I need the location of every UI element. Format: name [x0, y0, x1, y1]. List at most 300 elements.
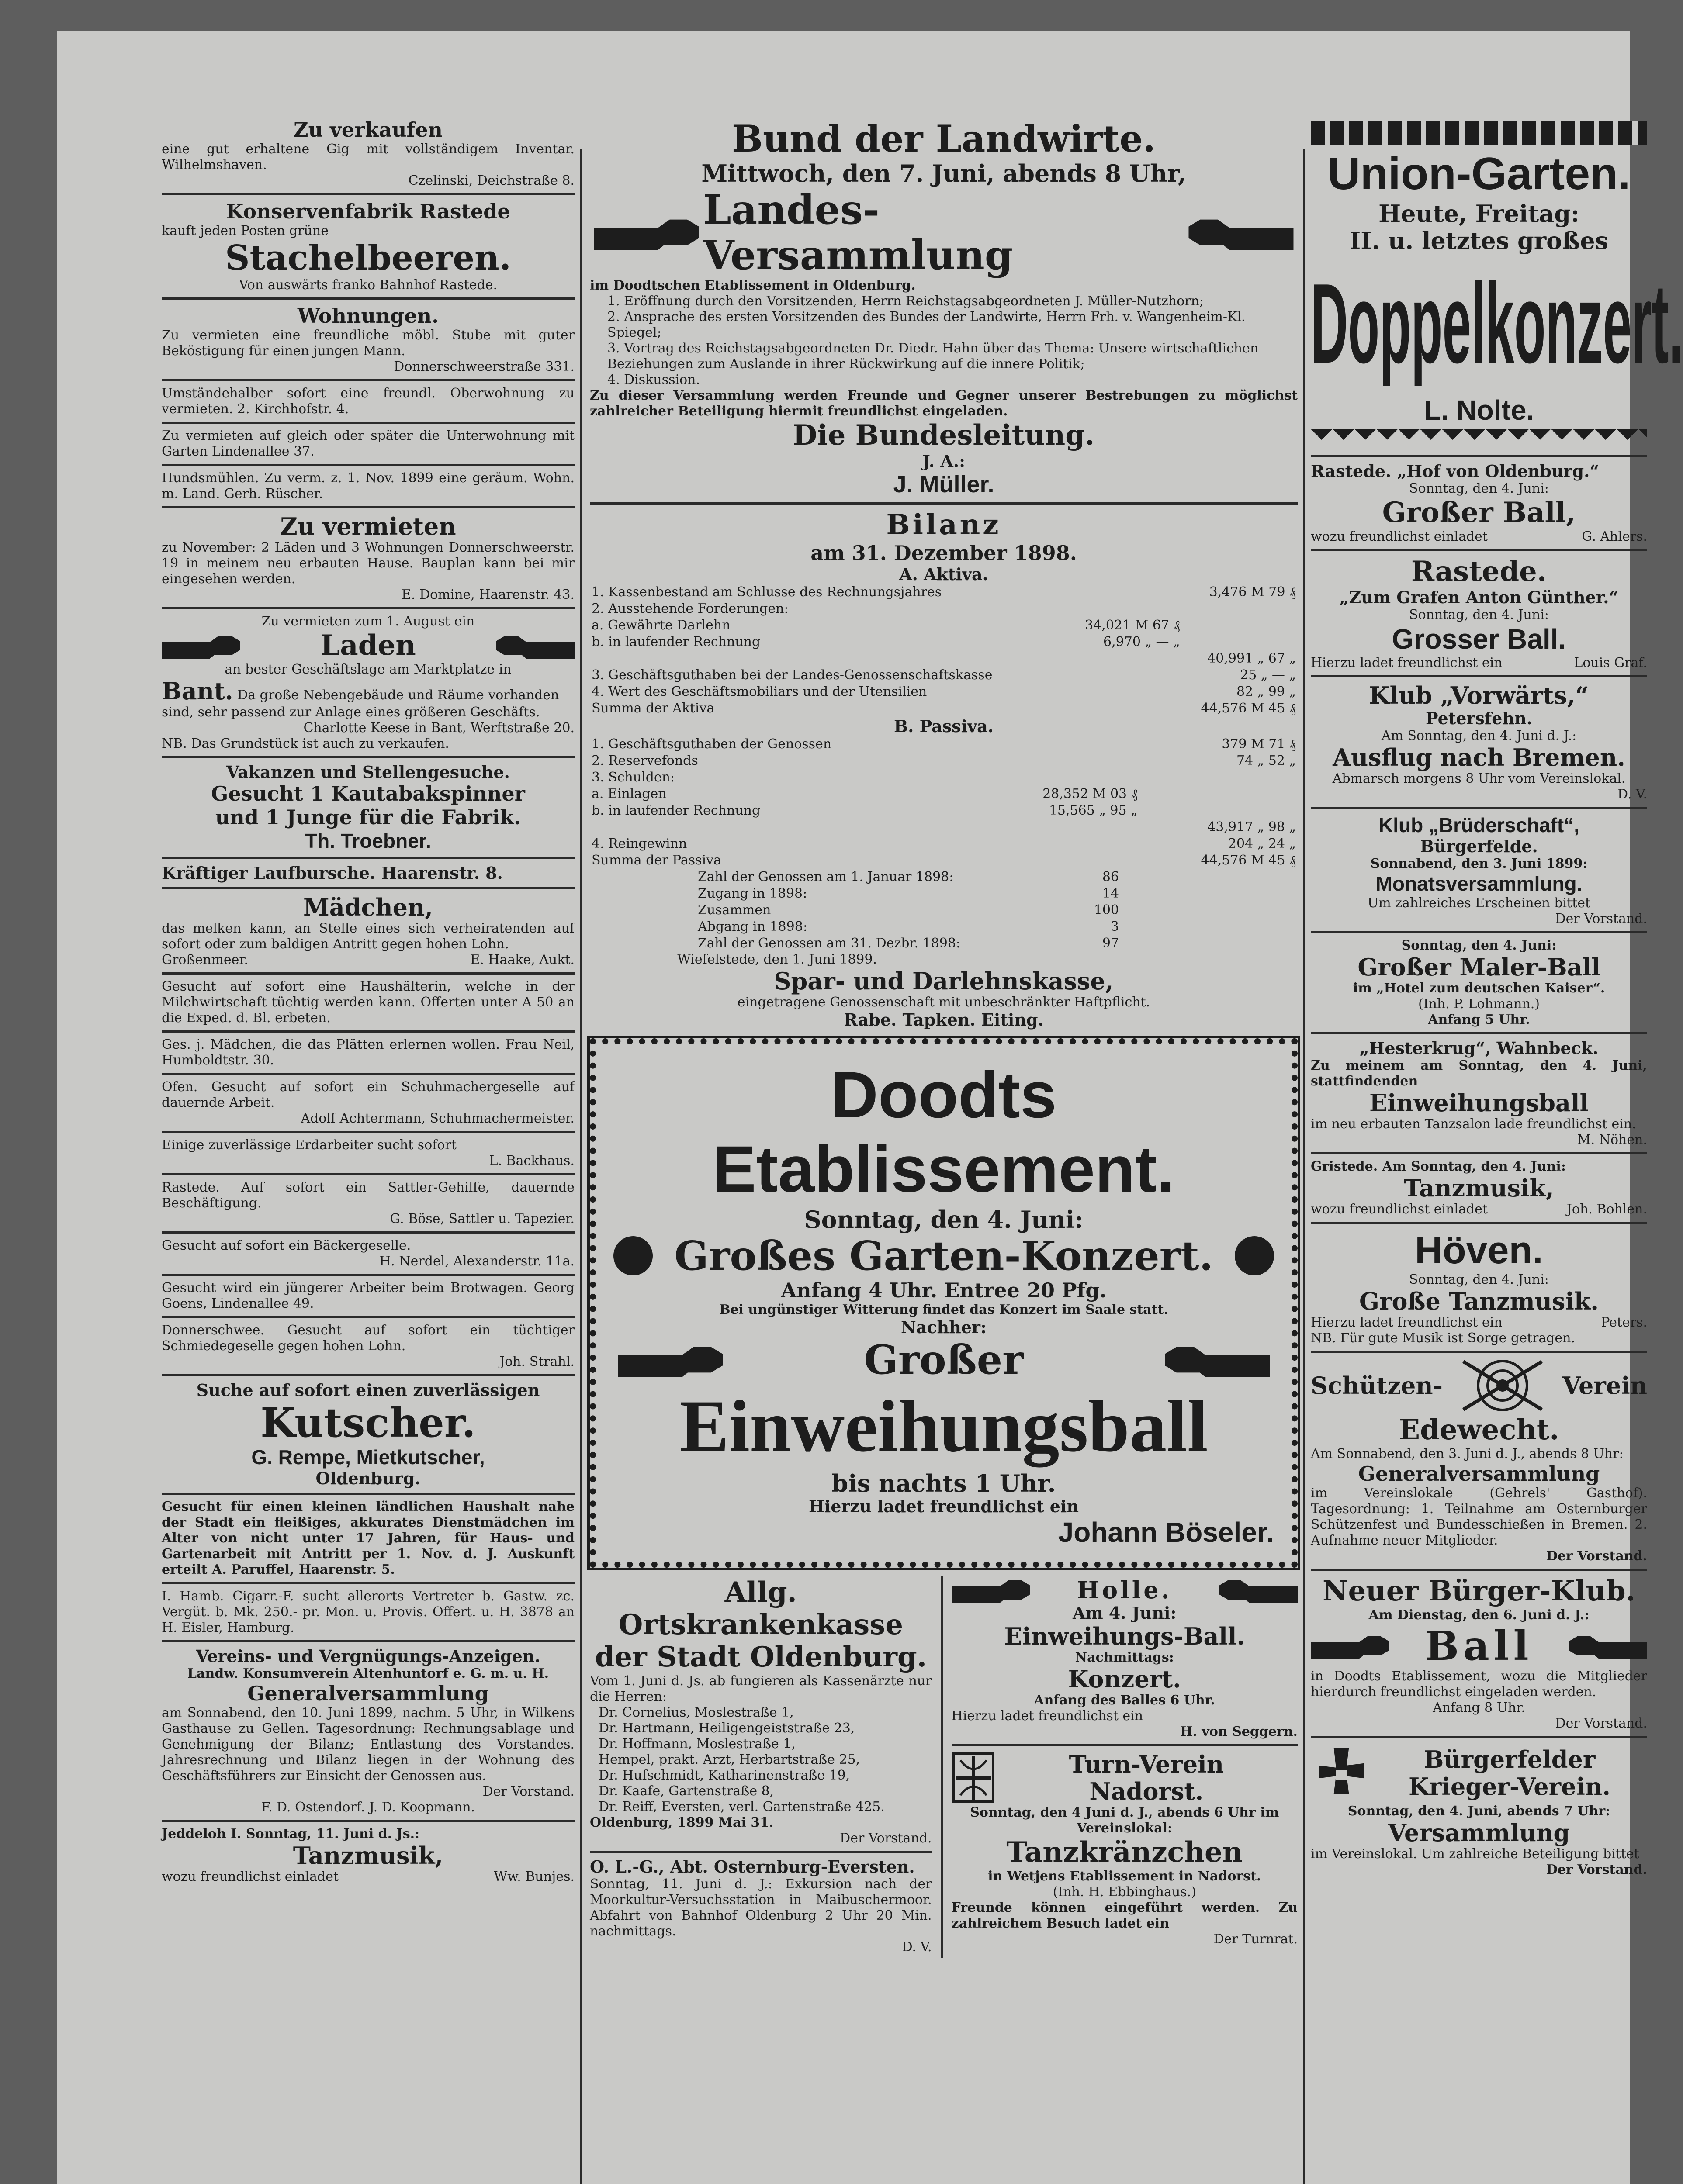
ad-after: Nachmittags: — [1075, 1650, 1174, 1665]
ad-oberwohnung: Umständehalber sofort eine freundl. Oberwohnung zu vermieten. 2. Kirchhofstr. 4. — [162, 386, 575, 417]
members-table — [696, 869, 1121, 952]
divider — [1311, 1032, 1647, 1034]
ad-headline: Großer Maler-Ball — [1357, 953, 1600, 981]
ad-title: Bürgerfelder — [1423, 1745, 1596, 1773]
bottom-left — [590, 1576, 932, 1958]
table-cell: a. Einlagen — [592, 786, 667, 802]
ad-title: Union-Garten. — [1327, 149, 1631, 199]
pointing-hand-icon — [162, 632, 240, 659]
divider — [1311, 675, 1647, 677]
ad-krieger-verein — [1311, 1742, 1647, 1878]
ad-headline: Tanzmusik, — [293, 1842, 443, 1870]
table-cell: 4. Wert des Geschäftsmobiliars und der Utensilien — [592, 684, 927, 699]
divider — [162, 857, 575, 859]
ad-text: das melken kann, an Stelle eines sich verheiratenden auf sofort oder zum baldigen Antritt gegen hohen Lohn. — [162, 921, 575, 952]
ad-text: am Sonnabend, den 10. Juni 1899, nachm. 5 Uhr, in Wilkens Gasthause zu Gellen. Tagesordnung: Rechnungsablage und Genehmigung der Bilanz; Entlastung des Vorstandes. Jahresrechnung und Bilanz liegen in der Wohnung des Geschäftsführers zur Einsicht der Genossen aus. — [162, 1705, 575, 1783]
ad-headline: Versammlung — [1388, 1819, 1570, 1847]
ad-title: Doodts Etablissement. — [712, 1058, 1175, 1206]
ad-title: Bund der Landwirte. — [731, 117, 1156, 160]
pointing-hand-icon — [613, 1342, 727, 1377]
table-cell — [1139, 786, 1298, 802]
agenda-item: 3. Vortrag des Reichstagsabgeordneten Dr. Diedr. Hahn über das Thema: Unsere wirtschaftlichen Beziehungen zum Auslande in ihrer Rückwirkung auf die innere Politik; — [607, 341, 1259, 372]
ad-gristede — [1311, 1159, 1647, 1217]
section-title: Vakanzen und Stellengesuche. — [226, 762, 510, 782]
ad-maedchen — [162, 894, 575, 968]
iron-cross-icon — [1311, 1742, 1372, 1804]
turner-cross-icon — [952, 1752, 995, 1804]
ad-signature: Th. Troebner. — [305, 829, 431, 852]
ad-title: Allg. Ortskrankenkasse der Stadt Oldenburg. — [595, 1576, 927, 1673]
ad-place: Großenmeer. — [162, 952, 249, 968]
ad-date: Sonntag, den 4. Juni: — [804, 1206, 1084, 1234]
ad-donnerschwee: Donnerschwee. Gesucht auf sofort ein tüchtiger Schmiedegeselle gegen hohen Lohn. — [162, 1323, 575, 1354]
ad-location: in Wetjens Etablissement in Nadorst. — [988, 1869, 1261, 1884]
table-cell: 2. Reservefonds — [592, 753, 698, 768]
ad-rastede-sattler: Rastede. Auf sofort ein Sattler-Gehilfe, dauernde Beschäftigung. — [162, 1180, 575, 1211]
table-cell: 25 „ — „ — [1240, 667, 1296, 683]
ad-dienstmaedchen: Gesucht für einen kleinen ländlichen Haushalt nahe der Stadt ein fleißiges, akkurates Dienstmädchen im Alter von nicht unter 17 Jahren, für Haus- und Gartenarbeit mit Antritt per 1. Nov. d. J. Auskunft erteilt A. Paruffel, Haarenstr. 5. — [162, 1499, 575, 1577]
table-cell — [981, 736, 1139, 753]
table-cell — [1066, 601, 1181, 617]
ad-date: Sonntag, den 4. Juni: — [1409, 481, 1549, 496]
divider — [1311, 1152, 1647, 1154]
ad-names: Rabe. Tapken. Eiting. — [844, 1010, 1044, 1030]
ad-signature: D. V. — [1617, 787, 1647, 802]
table-cell: 82 „ 99 „ — [1236, 684, 1296, 699]
ad-anfang: Anfang 4 Uhr. Entree 20 Pfg. — [781, 1279, 1107, 1302]
table-row — [590, 684, 1298, 700]
ad-signature: G. Böse, Sattler u. Tapezier. — [390, 1211, 575, 1227]
table-cell: 1. Geschäftsguthaben der Genossen — [592, 736, 832, 752]
ad-text: Hierzu ladet freundlichst ein — [1311, 1315, 1503, 1330]
ad-headline: Großes Garten-Konzert. — [674, 1232, 1213, 1279]
divider — [162, 972, 575, 975]
divider — [162, 1582, 575, 1584]
table-cell — [1182, 601, 1298, 617]
table-cell: 1. Kassenbestand am Schlusse des Rechnungsjahres — [592, 584, 942, 600]
ad-text: in Doodts Etablissement, wozu die Mitglieder hierdurch freundlichst eingeladen werden. — [1311, 1669, 1647, 1700]
table-cell: 4. Reingewinn — [592, 836, 687, 851]
ad-note: NB. Das Grundstück ist auch zu verkaufen. — [162, 736, 449, 751]
table-row — [590, 601, 1298, 617]
ad-maler-ball — [1311, 938, 1647, 1028]
ad-ia: J. A.: — [922, 451, 966, 471]
ad-intro: Suche auf sofort einen zuverlässigen — [196, 1380, 540, 1400]
table-row — [590, 700, 1298, 717]
table-row — [590, 634, 1298, 650]
table-cell — [1182, 634, 1298, 650]
section-title: Vereins- und Vergnügungs-Anzeigen. — [196, 1646, 540, 1666]
ad-text: Freunde können eingeführt werden. Zu zahlreichem Besuch ladet ein — [951, 1900, 1298, 1931]
table-row — [590, 786, 1298, 802]
table-cell: 3,476 M 79 ₰ — [1209, 584, 1296, 600]
ad-headline: Doppelkonzert. — [1311, 260, 1683, 388]
ad-date: Sonntag, den 4. Juni: — [1401, 938, 1557, 953]
ad-signature: Donnerschweerstraße 331. — [394, 359, 575, 374]
ad-verkaufen — [162, 118, 575, 189]
ad-text: Hierzu ladet freundlichst ein — [809, 1496, 1079, 1516]
divider — [162, 422, 575, 424]
ad-signature: Ww. Bunjes. — [494, 1869, 575, 1884]
table-cell — [981, 753, 1139, 769]
ad-title-left: Schützen- — [1311, 1372, 1443, 1400]
table-row — [696, 902, 1121, 919]
ad-subheadline: Großer — [864, 1336, 1024, 1383]
agenda-item: 2. Ansprache des ersten Vorsitzenden des Bundes der Landwirte, Herrn Frh. v. Wangenheim-Kl. Spiegel; — [607, 309, 1246, 340]
ad-intro: Jeddeloh I. Sonntag, 11. Juni d. Js.: — [162, 1826, 420, 1842]
divider — [1311, 1569, 1647, 1571]
ad-osternburg — [590, 1857, 932, 1955]
table-cell: 379 M 71 ₰ — [1222, 736, 1296, 752]
table-cell: 204 „ 24 „ — [1228, 836, 1296, 851]
ad-date: Sonntag, den 4 Juni d. J., abends 6 Uhr im Vereinslokal: — [970, 1805, 1279, 1836]
ad-inh: (Inh. P. Lohmann.) — [1418, 996, 1540, 1012]
table-cell: Summa der Aktiva — [592, 701, 715, 716]
divider — [162, 607, 575, 609]
ad-headline: Einweihungsball — [1369, 1089, 1589, 1117]
column-rule-left — [580, 149, 582, 2184]
table-row — [590, 836, 1298, 852]
ad-headline: Generalversammlung — [247, 1682, 489, 1705]
ad-text: Sonntag, 11. Juni d. J.: Exkursion nach der Moorkultur-Versuchsstation in Maibuschermoor. Abfahrt von Bahnhof Oldenburg 2 Uhr 20 Min. nachmittags. — [590, 1876, 932, 1939]
bullet-icon — [613, 1236, 653, 1275]
ad-signature: G. Ahlers. — [1582, 529, 1647, 544]
ad-date: Mittwoch, den 7. Juni, abends 8 Uhr, — [701, 159, 1186, 187]
ad-text: an bester Geschäftslage am Marktplatze in — [225, 662, 512, 677]
table-cell: Abgang in 1898: — [698, 919, 807, 934]
ad-erdarbeiter: Einige zuverlässige Erdarbeiter sucht sofort — [162, 1137, 457, 1153]
divider — [162, 1030, 575, 1033]
ad-signature: Adolf Achtermann, Schuhmachermeister. — [301, 1111, 575, 1126]
pointing-hand-icon — [1569, 1633, 1647, 1659]
ad-headline: Einweihungsball — [679, 1385, 1208, 1467]
bottom-right — [952, 1576, 1298, 1958]
list-item: Dr. Hufschmidt, Katharinenstraße 19, — [599, 1768, 850, 1783]
table-cell: 40,991 „ 67 „ — [1207, 651, 1296, 666]
ad-signature: Peters. — [1601, 1315, 1647, 1330]
ad-headline: Grosser Ball. — [1392, 623, 1566, 655]
bilanz-aktiva-table — [590, 584, 1298, 717]
ad-plaetten: Ges. j. Mädchen, die das Plätten erlernen wollen. Frau Neil, Humboldtstr. 30. — [162, 1037, 575, 1068]
divider — [1311, 1222, 1647, 1224]
table-cell — [1066, 684, 1181, 700]
divider — [1311, 1351, 1647, 1353]
list-item: Dr. Hartmann, Heiligengeiststraße 23, — [599, 1721, 855, 1736]
pointing-hand-icon — [1184, 215, 1298, 250]
list-item: Dr. Reiff, Eversten, verl. Gartenstraße 425. — [599, 1799, 885, 1814]
ad-text: im Vereinslokale (Gehrels' Gasthof). Tagesordnung: 1. Teilnahme am Osternburger Schützenfest und Bundesschießen in Bremen. 2. Aufnahme neuer Mitglieder. — [1311, 1486, 1647, 1548]
table-row — [590, 736, 1298, 753]
ad-place: Oldenburg. — [315, 1469, 421, 1488]
ad-headline: Tanzmusik, — [1404, 1174, 1554, 1202]
ad-doodts-etablissement — [590, 1038, 1298, 1568]
ad-text: im neu erbauten Tanzsalon lade freundlichst ein. — [1311, 1116, 1636, 1132]
divider — [590, 502, 1298, 505]
ad-inh: (Inh. H. Ebbinghaus.) — [1053, 1884, 1196, 1900]
ad-jeddeloh — [162, 1826, 575, 1885]
ad-intro: Zu vermieten zum 1. August ein — [261, 614, 475, 629]
ad-holle — [952, 1576, 1298, 1740]
column-rule-right — [1303, 149, 1305, 2184]
ad-headline: Landes-Versammlung — [703, 186, 1013, 279]
table-cell — [981, 836, 1139, 852]
ad-title: Wohnungen. — [297, 304, 439, 328]
divider — [162, 297, 575, 300]
table-cell: Summa der Passiva — [592, 853, 721, 868]
table-cell: 100 — [1094, 902, 1119, 918]
ad-text: im Vereinslokal. Um zahlreiche Beteiligung bittet — [1311, 1846, 1639, 1862]
list-item: Dr. Hoffmann, Moslestraße 1, — [599, 1736, 796, 1752]
ad-place: Nadorst. — [1089, 1777, 1204, 1805]
pointing-hand-icon — [1160, 1342, 1274, 1377]
ad-headline: Große Tanzmusik. — [1359, 1287, 1599, 1315]
ad-signature: Der Vorstand. — [1555, 911, 1647, 926]
ad-until: bis nachts 1 Uhr. — [831, 1469, 1056, 1497]
ad-kutscher — [162, 1381, 575, 1488]
ad-text: und 1 Junge für die Fabrik. — [215, 805, 521, 829]
divider — [1311, 1736, 1647, 1738]
table-cell: 34,021 M 67 ₰ — [1085, 618, 1180, 633]
ad-rastede-graf — [1311, 556, 1647, 671]
ad-union-garten — [1311, 121, 1683, 451]
table-cell — [1066, 667, 1181, 684]
divider — [162, 1820, 575, 1822]
table-cell — [1139, 769, 1298, 786]
ad-baecker: Gesucht auf sofort ein Bäckergeselle. — [162, 1238, 411, 1253]
ad-arbeiter: Gesucht wird ein jüngerer Arbeiter beim Brotwagen. Georg Goens, Lindenallee 49. — [162, 1280, 575, 1311]
ad-signature: Der Vorstand. — [840, 1831, 932, 1846]
divider — [1311, 931, 1647, 933]
divider — [162, 1231, 575, 1234]
ad-text: kauft jeden Posten grüne — [162, 223, 329, 238]
ad-text: wozu freundlichst einladet — [1311, 1202, 1488, 1217]
divider — [1311, 549, 1647, 551]
ad-bund-der-landwirte — [590, 118, 1298, 498]
ad-text: Zu dieser Versammlung werden Freunde und Gegner unserer Bestrebungen zu möglichst zahlreicher Beteiligung hiermit freundlichst eingeladen. — [590, 388, 1298, 419]
list-item: Hempel, prakt. Arzt, Herbartstraße 25, — [599, 1752, 860, 1767]
ad-signature: Der Vorstand. — [482, 1784, 575, 1799]
ad-signature: Louis Graf. — [1574, 655, 1647, 670]
table-cell: Zugang in 1898: — [698, 886, 807, 901]
table-row — [590, 617, 1298, 634]
ad-anfang: Anfang 8 Uhr. — [1433, 1700, 1525, 1715]
table-cell — [1182, 617, 1298, 634]
ad-signature: Joh. Strahl. — [499, 1354, 575, 1369]
ad-ortskrankenkasse — [590, 1576, 932, 1846]
ad-klub-vorwaerts — [1311, 682, 1647, 802]
ad-ofen: Ofen. Gesucht auf sofort ein Schuhmachergeselle auf dauernde Arbeit. — [162, 1079, 575, 1110]
ad-title: Holle. — [1077, 1576, 1172, 1604]
section-title: B. Passiva. — [894, 716, 994, 736]
ad-title-2: Krieger-Verein. — [1409, 1773, 1610, 1800]
divider — [162, 464, 575, 466]
table-cell: 14 — [1102, 886, 1119, 901]
ad-hundsmuehlen: Hundsmühlen. Zu verm. z. 1. Nov. 1899 eine geräum. Wohn. m. Land. Gerh. Rüscher. — [162, 470, 575, 501]
table-row — [696, 885, 1121, 902]
ad-signature: H. Nerdel, Alexanderstr. 11a. — [379, 1254, 575, 1269]
ad-date: Sonnabend, den 3. Juni 1899: — [1370, 856, 1588, 871]
ad-text: Bei ungünstiger Witterung findet das Konzert im Saale statt. — [719, 1302, 1168, 1317]
ad-date: Am Sonntag, den 4. Juni d. J.: — [1381, 728, 1577, 743]
divider — [162, 193, 575, 195]
ad-place: Wiefelstede, den 1. Juni 1899. — [677, 952, 877, 967]
bullet-icon — [1235, 1236, 1274, 1275]
ad-date: Am Sonnabend, den 3. Juni d. J., abends 8 Uhr: — [1311, 1446, 1624, 1462]
table-cell: 97 — [1102, 936, 1119, 951]
ad-neuer-buerger-klub — [1311, 1575, 1647, 1731]
ad-laufbursche: Kräftiger Laufbursche. Haarenstr. 8. — [162, 863, 503, 883]
list-item: Dr. Kaafe, Gartenstraße 8, — [599, 1783, 774, 1799]
table-row — [590, 667, 1298, 684]
table-cell: Zusammen — [698, 902, 771, 918]
ad-signature: Joh. Bohlen. — [1566, 1202, 1647, 1217]
newspaper-page — [57, 31, 1683, 2184]
table-cell — [981, 769, 1139, 786]
ad-hesterkrug — [1311, 1039, 1647, 1148]
ad-date: Oldenburg, 1899 Mai 31. — [590, 1815, 774, 1830]
ad-text: Zu meinem am Sonntag, den 4. Juni, stattfindenden — [1311, 1058, 1647, 1089]
ad-hoeven — [1311, 1228, 1647, 1346]
ad-title: Rastede. — [1411, 555, 1547, 588]
divider — [162, 1374, 575, 1376]
table-cell: b. in laufender Rechnung — [592, 803, 761, 818]
column-3 — [1311, 118, 1683, 1880]
table-cell: Zahl der Genossen am 31. Dezbr. 1898: — [698, 936, 961, 951]
ad-org: Landw. Konsumverein Altenhuntorf e. G. m. u. H. — [187, 1666, 549, 1681]
ad-title: Klub „Vorwärts,“ — [1369, 681, 1589, 709]
ad-signature: Der Vorstand. — [1546, 1548, 1647, 1564]
divider — [162, 1316, 575, 1318]
ad-place: im Doodtschen Etablissement in Oldenburg. — [590, 278, 916, 293]
ad-haushaelterin: Gesucht auf sofort eine Haushälterin, welche in der Milchwirtschaft tüchtig werden kann. Offerten unter A 50 an die Exped. d. Bl. erbeten. — [162, 979, 575, 1026]
ad-headline: Einweihungs-Ball. — [1004, 1622, 1245, 1650]
ad-place: Bant. — [162, 677, 233, 705]
ad-signature: Czelinski, Deichstraße 8. — [408, 173, 575, 188]
table-row — [590, 584, 1298, 601]
pointing-hand-icon — [1311, 1633, 1389, 1659]
ad-title-right: Verein — [1562, 1372, 1647, 1400]
table-cell: 28,352 M 03 ₰ — [1042, 786, 1138, 802]
divider — [162, 1173, 575, 1175]
ad-note: NB. Für gute Musik ist Sorge getragen. — [1311, 1330, 1576, 1346]
ad-headline: Tanzkränzchen — [1006, 1836, 1243, 1869]
ad-title: Turn-Verein — [1069, 1750, 1224, 1778]
bilanz-passiva-table — [590, 736, 1298, 869]
table-cell — [1066, 700, 1181, 717]
ad-text: Da große Nebengebäude und Räume vorhanden sind, sehr passend zur Anlage eines größeren Geschäfts. — [162, 688, 559, 720]
ad-text: wozu freundlichst einladet — [162, 1869, 339, 1884]
column-2 — [590, 118, 1298, 1958]
ad-text: eine gut erhaltene Gig mit vollständigem Inventar. Wilhelmshaven. — [162, 142, 575, 173]
table-cell: 86 — [1102, 869, 1119, 885]
table-cell: 44,576 M 45 ₰ — [1201, 701, 1296, 716]
ad-text: Gesucht 1 Kautabakspinner — [211, 782, 525, 805]
ad-place: im „Hotel zum deutschen Kaiser“. — [1353, 981, 1605, 996]
ad-date: Heute, Freitag: — [1378, 200, 1579, 228]
ad-schuetzenverein — [1311, 1357, 1647, 1564]
ad-title: Zu verkaufen — [294, 118, 443, 142]
table-cell — [981, 852, 1139, 869]
table-cell: 44,576 M 45 ₰ — [1201, 853, 1296, 868]
bottom-row — [590, 1576, 1298, 1958]
divider — [162, 1131, 575, 1133]
column-rule-inner — [941, 1576, 943, 1958]
ad-place: Edewecht. — [1399, 1413, 1559, 1446]
divider — [1311, 807, 1647, 809]
table-cell: Zahl der Genossen am 1. Januar 1898: — [698, 869, 954, 885]
ad-text: wozu freundlichst einladet — [1311, 529, 1488, 544]
table-row — [696, 935, 1121, 952]
ad-note: Von auswärts franko Bahnhof Rastede. — [239, 277, 498, 293]
ad-date: Am Dienstag, den 6. Juni d. J.: — [1368, 1607, 1590, 1623]
pointing-hand-icon — [496, 632, 575, 659]
ad-title: Bilanz — [886, 508, 1001, 541]
section-vereins-anzeigen — [162, 1647, 575, 1815]
ad-date: Sonntag, den 4. Juni, abends 7 Uhr: — [1347, 1804, 1610, 1819]
agenda-item: 1. Eröffnung durch den Vorsitzenden, Herrn Reichstagsabgeordneten J. Müller-Nutzhorn; — [607, 294, 1204, 309]
ad-signature: H. von Seggern. — [1180, 1724, 1298, 1739]
table-cell: b. in laufender Rechnung — [592, 634, 761, 650]
ad-signature: E. Domine, Haarenstr. 43. — [402, 587, 575, 602]
table-cell — [1066, 584, 1181, 601]
table-row — [590, 852, 1298, 869]
ad-date: Sonntag, den 4. Juni: — [1409, 607, 1549, 622]
ad-cigarren: I. Hamb. Cigarr.-F. sucht allerorts Vertreter b. Gastw. zc. Vergüt. b. Mk. 250.- pr. Mon. u. Provis. Offert. u. H. 3878 an H. Eisler, Hamburg. — [162, 1589, 575, 1635]
ad-headline: Generalversammlung — [1358, 1462, 1600, 1486]
ad-signature: E. Haake, Aukt. — [470, 952, 575, 968]
divider — [162, 379, 575, 381]
table-cell: 3. Schulden: — [592, 770, 675, 785]
ad-headline: Ausflug nach Bremen. — [1333, 743, 1625, 771]
ad-after: Nachher: — [901, 1317, 987, 1337]
doctor-list — [590, 1705, 932, 1815]
ad-date: Am 4. Juni: — [1073, 1603, 1177, 1623]
table-cell: 3 — [1110, 919, 1119, 934]
ad-text: zu November: 2 Läden und 3 Wohnungen Donnerschweerstr. 19 in meinem neu erbauten Hause. Bauplan kann bei mir eingesehen werden. — [162, 540, 575, 587]
divider — [952, 1744, 1298, 1746]
ad-text: Hierzu ladet freundlichst ein — [1311, 655, 1503, 670]
ad-place: „Zum Grafen Anton Günther.“ — [1339, 587, 1619, 607]
table-row — [590, 650, 1298, 667]
table-cell — [1139, 802, 1298, 819]
pointing-hand-icon — [952, 1577, 1030, 1603]
ad-signature: Der Turnrat. — [1213, 1932, 1298, 1947]
ad-signature: M. Nöhen. — [1577, 1132, 1647, 1147]
table-cell — [590, 819, 981, 836]
divider — [162, 756, 575, 758]
ad-line: II. u. letztes großes — [1350, 227, 1608, 255]
divider — [162, 1274, 575, 1276]
table-row — [696, 869, 1121, 885]
table-cell: 2. Ausstehende Forderungen: — [592, 601, 789, 616]
ad-signature: Die Bundesleitung. — [793, 419, 1095, 452]
table-row — [590, 819, 1298, 836]
divider — [162, 1640, 575, 1642]
ad-headline: Großer Ball, — [1382, 496, 1576, 529]
ad-date: am 31. Dezember 1898. — [810, 541, 1077, 565]
ad-title: Mädchen, — [303, 893, 433, 921]
table-cell: 3. Geschäftsguthaben bei der Landes-Genossenschaftskasse — [592, 667, 993, 683]
ad-bilanz — [590, 509, 1298, 1030]
ad-signature: Der Vorstand. — [1546, 1862, 1647, 1877]
ad-text: Um zahlreiches Erscheinen bittet — [1367, 895, 1591, 911]
decorative-bar — [1311, 121, 1647, 145]
table-cell: 15,565 „ 95 „ — [1049, 803, 1138, 818]
ad-place: Bürgerfelde. — [1420, 836, 1538, 856]
ad-place: Petersfehn. — [1426, 708, 1532, 728]
ad-headline: Stachelbeeren. — [225, 238, 511, 278]
agenda-item: 4. Diskussion. — [607, 372, 700, 387]
